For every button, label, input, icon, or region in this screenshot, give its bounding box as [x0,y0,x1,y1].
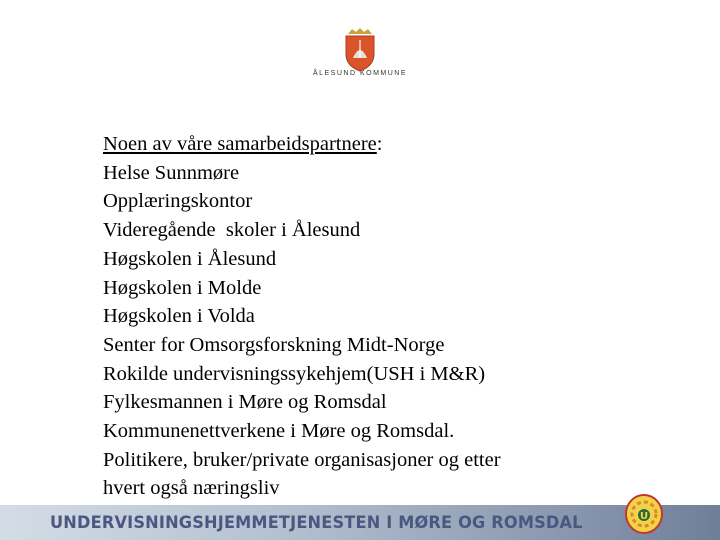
list-item: Kommunenettverkene i Møre og Romsdal. [103,420,455,443]
badge-letter: U [639,511,649,522]
list-item: Opplæringskontor [103,190,253,213]
list-item: Høgskolen i Ålesund [103,247,277,270]
list-item: Helse Sunnmøre [103,161,240,184]
partners-heading: Noen av våre samarbeidspartnere: [103,133,383,155]
sun-badge-logo [624,494,664,534]
list-item: hvert også næringsliv [103,477,280,500]
partners-list [103,130,501,503]
alesund-coat-of-arms-logo [340,28,380,72]
list-item: Fylkesmannen i Møre og Romsdal [103,391,387,414]
list-item: Høgskolen i Volda [103,305,255,328]
footer-banner [0,505,720,540]
list-item: Politikere, bruker/private organisasjoner og etter [103,448,501,471]
footer-title: UNDERVISNINGSHJEMMETJENESTEN I MØRE OG ROMSDAL [50,513,583,533]
list-item: Videregående skoler i Ålesund [103,219,361,242]
logo-text: ÅLESUND KOMMUNE [312,70,408,77]
list-item: Høgskolen i Molde [103,276,262,299]
list-item: Rokilde undervisningssykehjem(USH i M&R) [103,362,486,385]
list-item: Senter for Omsorgsforskning Midt-Norge [103,333,445,356]
